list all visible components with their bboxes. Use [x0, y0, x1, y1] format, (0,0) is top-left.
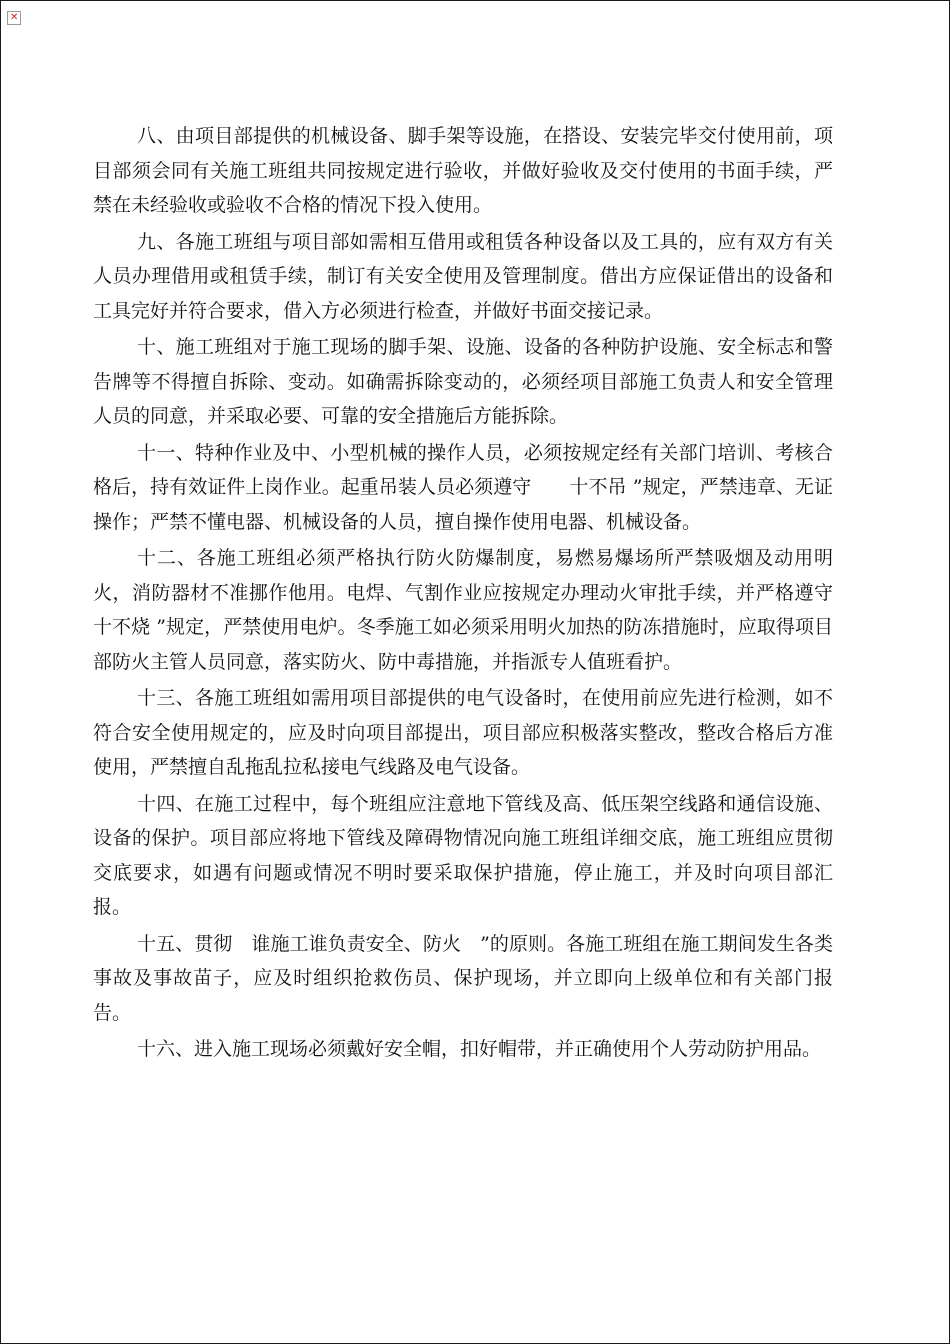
- paragraph-16: 十六、进入施工现场必须戴好安全帽，扣好帽带，并正确使用个人劳动防护用品。: [137, 1038, 822, 1060]
- paragraph-8: 八、由项目部提供的机械设备、脚手架等设施，在搭设、安装完毕交付使用前，项目部须会同有关施工班组共同按规定进行验收，并做好验收及交付使用的书面手续，严禁在未经验收或验收不合格的情况下投入使用。: [93, 125, 833, 216]
- paragraph-9: 九、各施工班组与项目部如需相互借用或租赁各种设备以及工具的，应有双方有关人员办理借用或租赁手续，制订有关安全使用及管理制度。借出方应保证借出的设备和工具完好并符合要求，借入方必须进行检查，并做好书面交接记录。: [93, 230, 833, 322]
- broken-image-x-mark: ✕: [10, 12, 19, 23]
- broken-image-icon: [7, 11, 21, 25]
- paragraph-15: 十五、贯彻 谁施工谁负责安全、防火 ”的原则。各施工班组在施工期间发生各类事故及事故苗子，应及时组织抢救伤员、保护现场，并立即向上级单位和有关部门报告。: [93, 932, 833, 1024]
- paragraph-11: 十一、特种作业及中、小型机械的操作人员，必须按规定经有关部门培训、考核合格后，持有效证件上岗作业。起重吊装人员必须遵守 十不吊 ”规定，严禁违章、无证操作；严禁不懂电器、机械设备的人员，擅自操作使用电器、机械设备。: [93, 441, 833, 533]
- paragraph-10: 十、施工班组对于施工现场的脚手架、设施、设备的各种防护设施、安全标志和警告牌等不得擅自拆除、变动。如确需拆除变动的，必须经项目部施工负责人和安全管理人员的同意，并采取必要、可靠的安全措施后方能拆除。: [93, 336, 833, 427]
- paragraph-12: 十二、各施工班组必须严格执行防火防爆制度，易燃易爆场所严禁吸烟及动用明火，消防器材不准挪作他用。电焊、气割作业应按规定办理动火审批手续，并严格遵守 十不烧 ”规定，严禁使用电炉。冬季施工如必须采用明火加热的防冻措施时，应取得项目部防火主管人员同意，落实防火、防中毒措施，并指派专人值班看护。: [93, 547, 853, 673]
- document-body: [93, 119, 853, 1069]
- paragraph-14: 十四、在施工过程中，每个班组应注意地下管线及高、低压架空线路和通信设施、设备的保护。项目部应将地下管线及障碍物情况向施工班组详细交底，施工班组应贯彻交底要求，如遇有问题或情况不明时要采取保护措施，停止施工，并及时向项目部汇报。: [93, 792, 833, 918]
- paragraph-13: 十三、各施工班组如需用项目部提供的电气设备时，在使用前应先进行检测，如不符合安全使用规定的，应及时向项目部提出，项目部应积极落实整改，整改合格后方准使用，严禁擅自乱拖乱拉私接电气线路及电气设备。: [93, 687, 833, 778]
